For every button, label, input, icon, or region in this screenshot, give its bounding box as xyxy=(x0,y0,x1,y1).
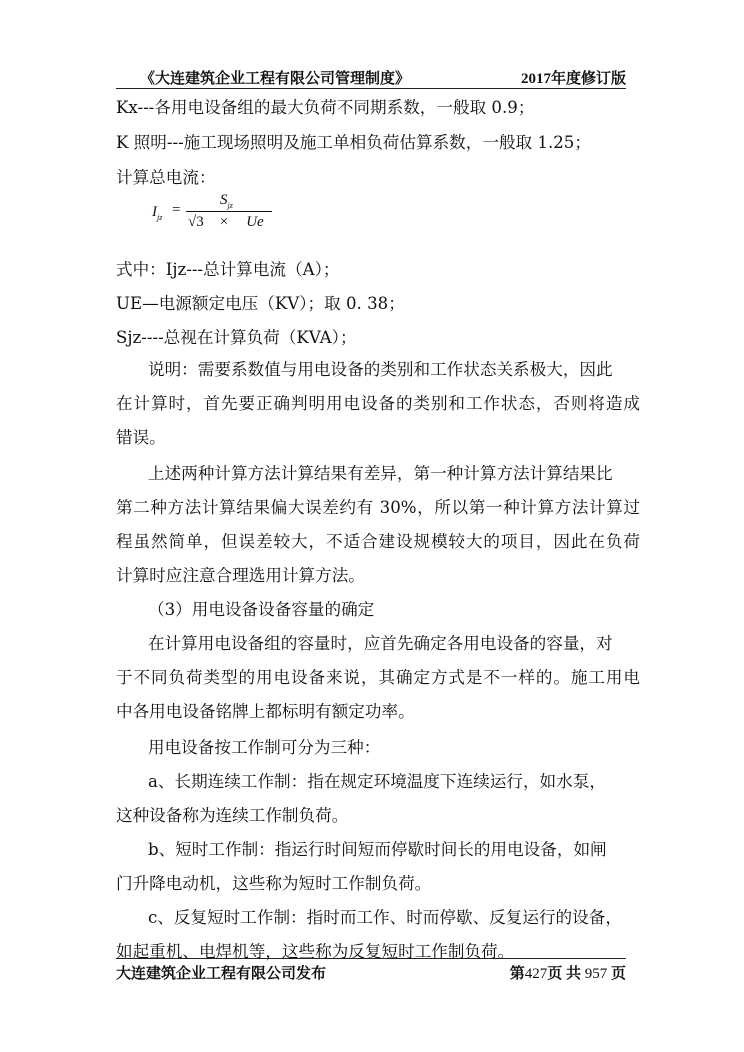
body-line: 式中：Ijz---总计算电流（A）； xyxy=(116,260,340,279)
body-line: 这种设备称为连续工作制负荷。 xyxy=(116,806,349,825)
body-line: 说明：需要系数值与用电设备的类别和工作状态关系极大，因此 xyxy=(148,360,613,379)
body-line: 在计算用电设备组的容量时，应首先确定各用电设备的容量，对 xyxy=(148,634,613,653)
body-line: 第二种方法计算结果偏大误差约有 30%，所以第一种计算方法计算过 xyxy=(116,498,640,517)
body-line: 于不同负荷类型的用电设备来说，其确定方式是不一样的。施工用电 xyxy=(116,668,640,687)
body-line: 错误。 xyxy=(116,428,166,447)
total-current-formula xyxy=(148,192,278,242)
formula-equals: = xyxy=(172,202,181,218)
formula-numerator: $S_{jz}$ xyxy=(220,192,233,210)
body-line: 如起重机、电焊机等，这些称为反复短时工作制负荷。 xyxy=(116,942,515,961)
body-line: Kx---各用电设备组的最大负荷不同期系数，一般取 0.9； xyxy=(116,98,535,117)
list-item-b: b、短时工作制：指运行时间短而停歇时间长的用电设备，如闸 xyxy=(148,840,607,859)
formula-denominator: √3 × Ue xyxy=(188,214,264,230)
page-number: 第427页 共 957 页 xyxy=(509,966,626,982)
body-line: 上述两种计算方法计算结果有差异，第一种计算方法计算结果比 xyxy=(148,464,613,483)
page-footer xyxy=(116,958,626,983)
formula-lhs: $I_{jz}$ xyxy=(152,204,163,222)
fraction-bar xyxy=(186,211,272,212)
body-line: Sjz----总视在计算负荷（KVA）； xyxy=(116,328,357,347)
body-line: 程虽然简单，但误差较大，不适合建设规模较大的项目，因此在负荷 xyxy=(116,532,640,551)
body-line: UE—电源额定电压（KV）；取 0. 38； xyxy=(116,294,405,313)
header-version: 2017年度修订版 xyxy=(520,71,626,87)
body-line: 门升降电动机，这些称为短时工作制负荷。 xyxy=(116,874,432,893)
footer-publisher: 大连建筑企业工程有限公司发布 xyxy=(116,966,327,982)
page-header xyxy=(116,66,626,89)
body-line: 计算时应注意合理选用计算方法。 xyxy=(116,566,365,585)
body-line: 中各用电设备铭牌上都标明有额定功率。 xyxy=(116,702,415,721)
body-line: 用电设备按工作制可分为三种： xyxy=(148,738,381,757)
list-item-c: c、反复短时工作制：指时而工作、时而停歇、反复运行的设备， xyxy=(148,908,622,927)
body-line: 在计算时，首先要正确判明用电设备的类别和工作状态，否则将造成 xyxy=(116,394,640,413)
body-line: K 照明---施工现场照明及施工单相负荷估算系数，一般取 1.25； xyxy=(116,133,591,152)
list-item-a: a、长期连续工作制：指在规定环境温度下连续运行，如水泵， xyxy=(148,772,606,791)
body-line: 计算总电流： xyxy=(116,168,216,187)
header-title: 《大连建筑企业工程有限公司管理制度》 xyxy=(140,71,411,87)
section-heading: （3）用电设备设备容量的确定 xyxy=(148,600,375,619)
